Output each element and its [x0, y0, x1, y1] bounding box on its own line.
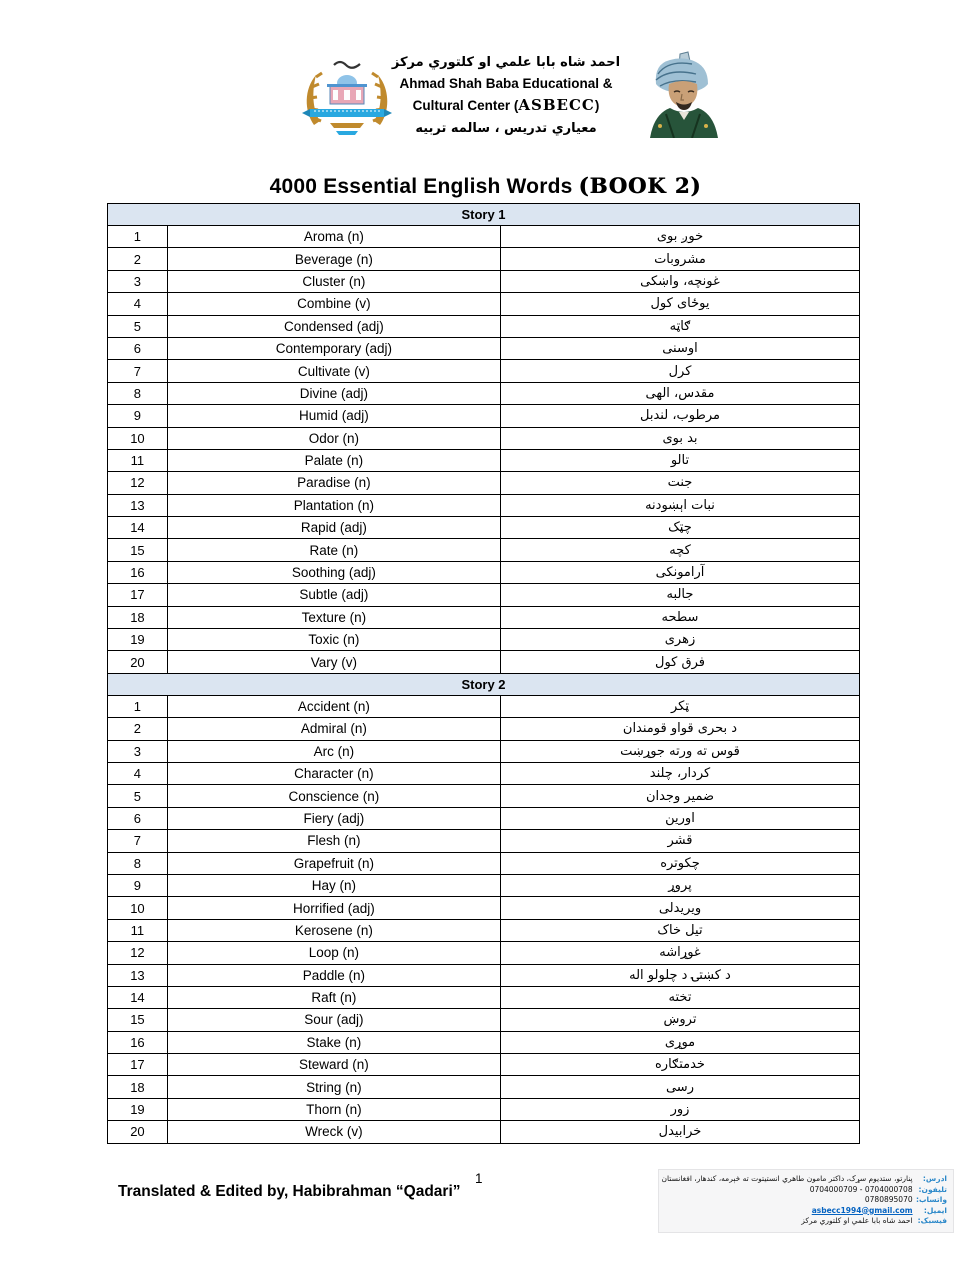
cell-ps: چټک	[500, 517, 859, 538]
cell-ps: چکوتره	[500, 853, 859, 874]
table-row	[108, 762, 859, 784]
cell-en: Loop (n)	[167, 942, 500, 963]
book-number: (BOOK 2)	[578, 173, 702, 198]
table-row	[108, 359, 859, 381]
table-row	[108, 1075, 859, 1097]
cell-ps: بد بوی	[500, 428, 859, 449]
section-header: Story 1	[108, 204, 859, 225]
cell-en: Wreck (v)	[167, 1121, 500, 1142]
cell-num: 20	[130, 654, 145, 670]
table-row	[108, 583, 859, 605]
cell-en: Aroma (n)	[167, 226, 500, 247]
table-row	[108, 270, 859, 292]
cell-ps: د بحری قواو قومندان	[500, 718, 859, 739]
cell-en: Toxic (n)	[167, 629, 500, 650]
cell-num: 4	[133, 296, 142, 312]
cell-ps: سطحه	[500, 607, 859, 628]
cell-en: Horrified (adj)	[167, 897, 500, 918]
cell-en: Beverage (n)	[167, 248, 500, 269]
table-row	[108, 852, 859, 874]
cell-num: 13	[130, 497, 145, 513]
cell-num: 12	[130, 945, 145, 961]
table-row	[108, 740, 859, 762]
cell-ps: کرل	[500, 360, 859, 381]
cell-en: Admiral (n)	[167, 718, 500, 739]
table-row	[108, 941, 859, 963]
table-row	[108, 561, 859, 583]
ahmad-shah-baba-portrait-icon	[636, 50, 732, 138]
cell-num: 7	[133, 833, 142, 849]
cell-en: Subtle (adj)	[167, 584, 500, 605]
table-row	[108, 650, 859, 672]
table-row	[108, 919, 859, 941]
cell-ps: ګاټه	[500, 316, 859, 337]
cell-num: 12	[130, 475, 145, 491]
table-row	[108, 1008, 859, 1030]
cell-en: Steward (n)	[167, 1054, 500, 1075]
cell-ps: نبات اېښودنه	[500, 495, 859, 516]
cell-en: Conscience (n)	[167, 785, 500, 806]
cell-num: 19	[130, 632, 145, 648]
cell-ps: جنت	[500, 472, 859, 493]
table-row	[108, 606, 859, 628]
org-name-pashto: احمد شاه بابا علمي او کلتوري مرکز	[391, 55, 621, 70]
cell-en: Character (n)	[167, 763, 500, 784]
cell-ps: مرطوب، لندبل	[500, 405, 859, 426]
cell-ps: خرابيدل	[500, 1121, 859, 1142]
cell-ps: ضمير وجدان	[500, 785, 859, 806]
contact-whatsapp: واتساب: 0780895070	[864, 1195, 947, 1204]
cell-ps: جالبه	[500, 584, 859, 605]
cell-en: Rate (n)	[167, 539, 500, 560]
cell-num: 5	[133, 788, 142, 804]
table-row	[108, 986, 859, 1008]
cell-ps: تالو	[500, 450, 859, 471]
contact-facebook: فيسبک: احمد شاه بابا علمي او کلتوري مرکز	[801, 1216, 947, 1225]
cell-en: Hay (n)	[167, 875, 500, 896]
org-name-english-line1: Ahmad Shah Baba Educational &	[399, 76, 613, 91]
cell-num: 5	[133, 318, 142, 334]
table-row	[108, 292, 859, 314]
cell-ps: آرامونکی	[500, 562, 859, 583]
cell-en: Vary (v)	[167, 651, 500, 672]
cell-en: Rapid (adj)	[167, 517, 500, 538]
table-row	[108, 427, 859, 449]
cell-ps: فرق کول	[500, 651, 859, 672]
cell-num: 18	[130, 609, 145, 625]
contact-email: ايميل: asbecc1994@gmail.com	[811, 1205, 947, 1215]
table-row	[108, 1053, 859, 1075]
cell-num: 15	[130, 1012, 145, 1028]
cell-num: 18	[130, 1079, 145, 1095]
cell-ps: زهری	[500, 629, 859, 650]
cell-ps: قوس ته ورته جوړښت	[500, 741, 859, 762]
cell-ps: خوږ بوی	[500, 226, 859, 247]
cell-en: Paddle (n)	[167, 965, 500, 986]
cell-en: Cluster (n)	[167, 271, 500, 292]
table-row	[108, 516, 859, 538]
translator-credit: Translated & Edited by, Habibrahman “Qadari”	[118, 1183, 461, 1200]
cell-ps: مشروبات	[500, 248, 859, 269]
cell-en: Plantation (n)	[167, 495, 500, 516]
cell-ps: ويريدلی	[500, 897, 859, 918]
contact-address: ادرس: پنارتو، ستديوم سړک، داکتر مامون طاهري انستيتوت ته څېرمه، کندهار، افغانستان	[661, 1174, 947, 1183]
section-header: Story 2	[108, 673, 859, 695]
cell-en: Kerosene (n)	[167, 920, 500, 941]
cell-num: 16	[130, 565, 145, 581]
table-row	[108, 247, 859, 269]
cell-en: Accident (n)	[167, 696, 500, 717]
cell-ps: قشر	[500, 830, 859, 851]
cell-num: 20	[130, 1124, 145, 1140]
cell-ps: اوسنی	[500, 338, 859, 359]
table-row	[108, 807, 859, 829]
cell-num: 13	[130, 967, 145, 983]
cell-ps: کچه	[500, 539, 859, 560]
table-row	[108, 695, 859, 717]
org-motto-pashto: معياري تدريس ، سالمه تربيه	[415, 121, 597, 136]
cell-en: Thorn (n)	[167, 1099, 500, 1120]
cell-num: 7	[133, 363, 142, 379]
cell-num: 11	[130, 453, 145, 469]
header-text-block	[378, 53, 634, 141]
cell-num: 10	[130, 430, 145, 446]
table-row	[108, 471, 859, 493]
cell-ps: غونچه، واښکی	[500, 271, 859, 292]
table-row	[108, 538, 859, 560]
cell-num: 11	[130, 922, 145, 938]
cell-ps: اورين	[500, 808, 859, 829]
cell-en: Humid (adj)	[167, 405, 500, 426]
cell-ps: رسی	[500, 1076, 859, 1097]
cell-en: Odor (n)	[167, 428, 500, 449]
table-row	[108, 717, 859, 739]
cell-en: Soothing (adj)	[167, 562, 500, 583]
table-row	[108, 964, 859, 986]
table-row	[108, 337, 859, 359]
cell-en: Condensed (adj)	[167, 316, 500, 337]
cell-en: String (n)	[167, 1076, 500, 1097]
contact-phone: تليفون: 0704000709 - 0704000708	[809, 1184, 947, 1194]
cell-num: 17	[130, 1057, 145, 1073]
cell-en: Arc (n)	[167, 741, 500, 762]
table-row	[108, 315, 859, 337]
table-row	[108, 1120, 859, 1142]
cell-num: 14	[130, 990, 145, 1006]
cell-ps: مقدس، الهی	[500, 383, 859, 404]
vocab-table	[107, 203, 860, 1144]
cell-en: Divine (adj)	[167, 383, 500, 404]
cell-num: 15	[130, 542, 145, 558]
cell-num: 2	[133, 251, 142, 267]
cell-en: Combine (v)	[167, 293, 500, 314]
table-row	[108, 829, 859, 851]
cell-num: 2	[133, 721, 142, 737]
cell-ps: يوځای کول	[500, 293, 859, 314]
page-title: 4000 Essential English Words (BOOK 2)	[269, 173, 702, 198]
cell-num: 1	[133, 229, 142, 245]
cell-en: Texture (n)	[167, 607, 500, 628]
cell-ps: ټکر	[500, 696, 859, 717]
table-row	[108, 784, 859, 806]
cell-num: 9	[133, 408, 142, 424]
cell-ps: زور	[500, 1099, 859, 1120]
cell-num: 8	[133, 385, 142, 401]
table-row	[108, 874, 859, 896]
table-row	[108, 404, 859, 426]
cell-num: 16	[130, 1034, 145, 1050]
cell-en: Raft (n)	[167, 987, 500, 1008]
cell-ps: غوړاشه	[500, 942, 859, 963]
cell-num: 17	[130, 587, 145, 603]
table-row	[108, 225, 859, 247]
cell-ps: د کښتۍ د چلولو اله	[500, 965, 859, 986]
cell-en: Flesh (n)	[167, 830, 500, 851]
cell-en: Grapefruit (n)	[167, 853, 500, 874]
table-row	[108, 494, 859, 516]
cell-num: 10	[130, 900, 145, 916]
contact-block	[658, 1169, 954, 1233]
page-number: 1	[475, 1171, 483, 1186]
cell-num: 6	[133, 810, 142, 826]
cell-num: 3	[133, 743, 142, 759]
cell-en: Paradise (n)	[167, 472, 500, 493]
cell-en: Palate (n)	[167, 450, 500, 471]
cell-num: 1	[133, 699, 142, 714]
cell-ps: کردار، چلند	[500, 763, 859, 784]
cell-num: 6	[133, 341, 142, 357]
cell-en: Cultivate (v)	[167, 360, 500, 381]
org-name-english-line2: Cultural Center (ASBECC)	[412, 96, 600, 114]
table-row	[108, 1098, 859, 1120]
cell-ps: تخته	[500, 987, 859, 1008]
table-row	[108, 628, 859, 650]
cell-num: 8	[133, 855, 142, 871]
table-row	[108, 1031, 859, 1053]
cell-num: 3	[133, 273, 142, 289]
cell-num: 9	[133, 878, 142, 894]
cell-num: 14	[130, 520, 145, 536]
table-row	[108, 896, 859, 918]
cell-num: 4	[133, 766, 142, 782]
cell-ps: تيل خاک	[500, 920, 859, 941]
cell-ps: موړی	[500, 1032, 859, 1053]
cell-ps: پروړ	[500, 875, 859, 896]
cell-ps: خدمتګاره	[500, 1054, 859, 1075]
table-row	[108, 449, 859, 471]
cell-en: Fiery (adj)	[167, 808, 500, 829]
cell-en: Stake (n)	[167, 1032, 500, 1053]
org-acronym: ASBECC	[518, 96, 595, 114]
table-row	[108, 382, 859, 404]
cell-en: Contemporary (adj)	[167, 338, 500, 359]
cell-num: 19	[130, 1102, 145, 1118]
cell-en: Sour (adj)	[167, 1009, 500, 1030]
email-link[interactable]: asbecc1994@gmail.com	[811, 1205, 913, 1215]
cell-ps: تروښ	[500, 1009, 859, 1030]
